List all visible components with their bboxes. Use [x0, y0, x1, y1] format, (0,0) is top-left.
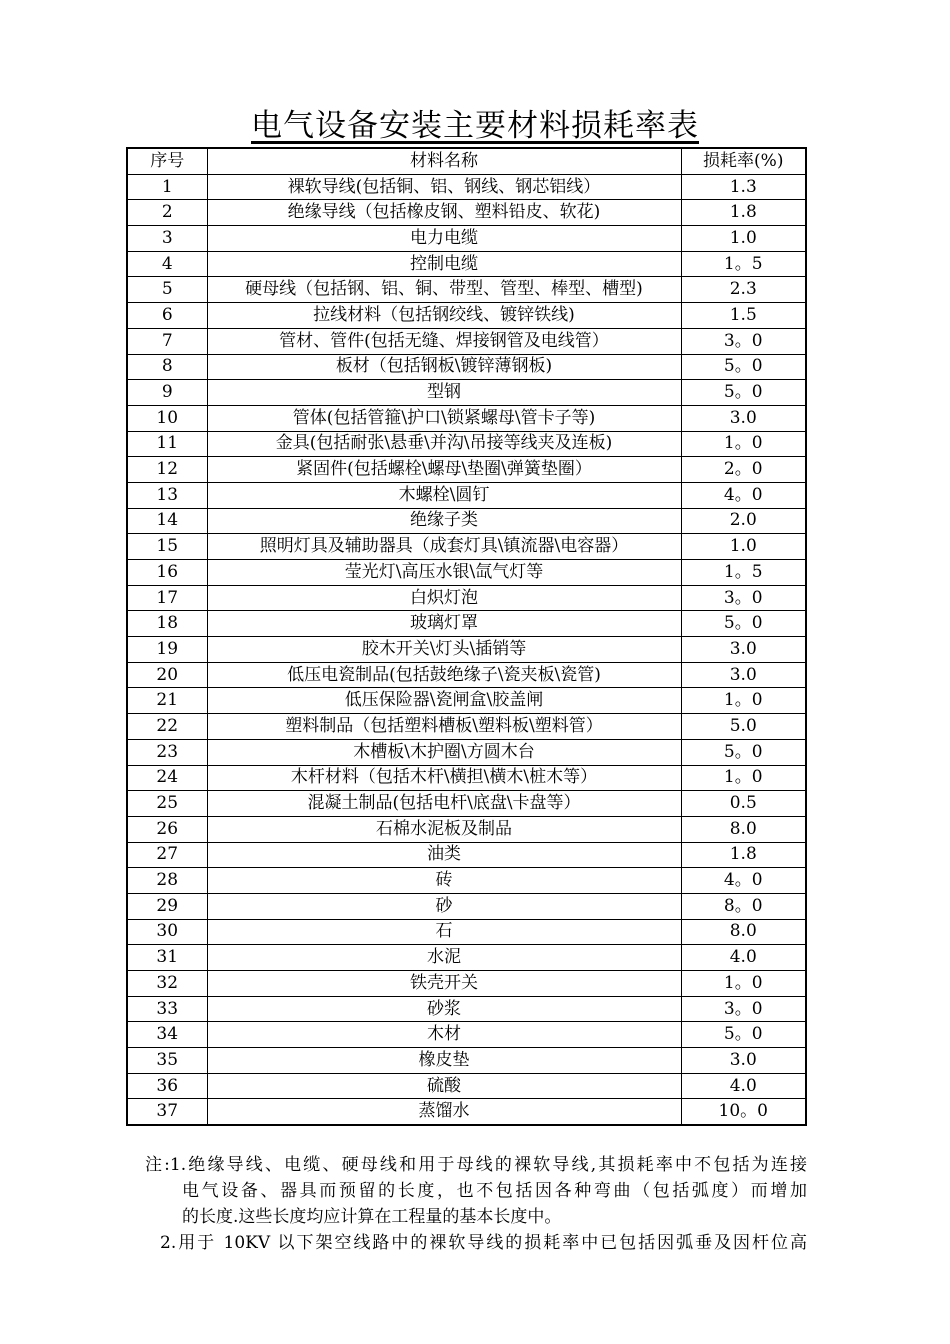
row-material-name: 管体(包括管箍\护口\锁紧螺母\管卡子等) [207, 405, 681, 431]
table-row [127, 791, 806, 817]
row-loss-rate: 3。0 [681, 328, 806, 354]
table-row [127, 996, 806, 1022]
note-1-line-1: 注:1.绝缘导线、电缆、硬母线和用于母线的裸软导线,其损耗率中不包括为连接 [145, 1155, 807, 1175]
table-row [127, 277, 806, 303]
row-material-name: 石 [207, 919, 681, 945]
row-index: 5 [127, 277, 207, 303]
row-index: 36 [127, 1073, 207, 1099]
row-index: 28 [127, 868, 207, 894]
row-index: 35 [127, 1048, 207, 1074]
row-material-name: 胶木开关\灯头\插销等 [207, 637, 681, 663]
row-material-name: 木槽板\木护圈\方圆木台 [207, 739, 681, 765]
row-index: 20 [127, 662, 207, 688]
row-loss-rate: 2.3 [681, 277, 806, 303]
table-row [127, 174, 806, 200]
row-index: 24 [127, 765, 207, 791]
table-row [127, 534, 806, 560]
row-loss-rate: 5。0 [681, 1022, 806, 1048]
table-row [127, 482, 806, 508]
row-material-name: 铁壳开关 [207, 971, 681, 997]
row-material-name: 油类 [207, 842, 681, 868]
row-loss-rate: 3.0 [681, 405, 806, 431]
table-row [127, 714, 806, 740]
row-index: 11 [127, 431, 207, 457]
row-index: 9 [127, 380, 207, 406]
table-row [127, 765, 806, 791]
row-loss-rate: 1.0 [681, 226, 806, 252]
header-loss-rate: 损耗率(%) [681, 148, 806, 174]
row-index: 19 [127, 637, 207, 663]
table-row [127, 816, 806, 842]
header-index: 序号 [127, 148, 207, 174]
table-row [127, 1099, 806, 1125]
row-loss-rate: 1。5 [681, 251, 806, 277]
row-index: 23 [127, 739, 207, 765]
row-index: 37 [127, 1099, 207, 1125]
row-index: 3 [127, 226, 207, 252]
row-index: 33 [127, 996, 207, 1022]
row-loss-rate: 4.0 [681, 1073, 806, 1099]
row-index: 34 [127, 1022, 207, 1048]
row-index: 31 [127, 945, 207, 971]
row-loss-rate: 1。0 [681, 765, 806, 791]
row-index: 32 [127, 971, 207, 997]
table-row [127, 200, 806, 226]
row-loss-rate: 1.3 [681, 174, 806, 200]
row-loss-rate: 4。0 [681, 482, 806, 508]
row-loss-rate: 5。0 [681, 739, 806, 765]
row-index: 26 [127, 816, 207, 842]
row-material-name: 蒸馏水 [207, 1099, 681, 1125]
row-material-name: 型钢 [207, 380, 681, 406]
table-row [127, 1048, 806, 1074]
row-index: 15 [127, 534, 207, 560]
row-loss-rate: 3.0 [681, 1048, 806, 1074]
row-loss-rate: 4。0 [681, 868, 806, 894]
row-index: 30 [127, 919, 207, 945]
row-index: 25 [127, 791, 207, 817]
table-row [127, 251, 806, 277]
row-index: 13 [127, 482, 207, 508]
row-index: 18 [127, 611, 207, 637]
row-loss-rate: 8.0 [681, 816, 806, 842]
row-loss-rate: 3.0 [681, 662, 806, 688]
row-material-name: 控制电缆 [207, 251, 681, 277]
table-row [127, 303, 806, 329]
table-row [127, 354, 806, 380]
table-row [127, 585, 806, 611]
table-row [127, 611, 806, 637]
row-material-name: 石棉水泥板及制品 [207, 816, 681, 842]
table-row [127, 739, 806, 765]
row-loss-rate: 2.0 [681, 508, 806, 534]
row-material-name: 绝缘子类 [207, 508, 681, 534]
row-loss-rate: 3。0 [681, 585, 806, 611]
row-material-name: 木材 [207, 1022, 681, 1048]
row-material-name: 水泥 [207, 945, 681, 971]
table-row [127, 688, 806, 714]
note-1-line-3: 的长度.这些长度均应计算在工程量的基本长度中。 [182, 1207, 562, 1227]
row-material-name: 低压电瓷制品(包括鼓绝缘子\瓷夹板\瓷管) [207, 662, 681, 688]
row-index: 4 [127, 251, 207, 277]
row-material-name: 橡皮垫 [207, 1048, 681, 1074]
row-material-name: 裸软导线(包括铜、铝、钢线、钢芯铝线） [207, 174, 681, 200]
row-material-name: 木杆材料（包括木杆\横担\横木\桩木等） [207, 765, 681, 791]
row-loss-rate: 10。0 [681, 1099, 806, 1125]
row-material-name: 绝缘导线（包括橡皮钢、塑料铅皮、软花) [207, 200, 681, 226]
table-row [127, 637, 806, 663]
table-row [127, 971, 806, 997]
row-material-name: 硫酸 [207, 1073, 681, 1099]
row-index: 29 [127, 893, 207, 919]
row-material-name: 拉线材料（包括钢绞线、镀锌铁线) [207, 303, 681, 329]
row-index: 8 [127, 354, 207, 380]
row-index: 17 [127, 585, 207, 611]
row-material-name: 紧固件(包括螺栓\螺母\垫圈\弹簧垫圈） [207, 457, 681, 483]
note-2-line-1: 2.用于 10KV 以下架空线路中的裸软导线的损耗率中已包括因弧垂及因杆位高 [160, 1233, 807, 1253]
row-loss-rate: 3。0 [681, 996, 806, 1022]
row-loss-rate: 3.0 [681, 637, 806, 663]
row-material-name: 莹光灯\高压水银\氙气灯等 [207, 560, 681, 586]
row-material-name: 木螺栓\圆钉 [207, 482, 681, 508]
row-loss-rate: 1.5 [681, 303, 806, 329]
row-loss-rate: 1。0 [681, 431, 806, 457]
table-row [127, 405, 806, 431]
table-row [127, 662, 806, 688]
table-row [127, 919, 806, 945]
row-index: 22 [127, 714, 207, 740]
row-index: 21 [127, 688, 207, 714]
row-index: 10 [127, 405, 207, 431]
table-row [127, 1022, 806, 1048]
row-loss-rate: 2。0 [681, 457, 806, 483]
row-index: 2 [127, 200, 207, 226]
row-index: 14 [127, 508, 207, 534]
row-index: 7 [127, 328, 207, 354]
material-loss-table [126, 147, 807, 1126]
table-row [127, 1073, 806, 1099]
row-index: 1 [127, 174, 207, 200]
row-material-name: 塑料制品（包括塑料槽板\塑料板\塑料管） [207, 714, 681, 740]
table-row [127, 226, 806, 252]
row-material-name: 管材、管件(包括无缝、焊接钢管及电线管） [207, 328, 681, 354]
table-row [127, 380, 806, 406]
table-row [127, 508, 806, 534]
row-index: 6 [127, 303, 207, 329]
row-loss-rate: 1。5 [681, 560, 806, 586]
table-row [127, 868, 806, 894]
row-loss-rate: 1.8 [681, 842, 806, 868]
page-title: 电气设备安装主要材料损耗率表 [251, 108, 699, 144]
table-row [127, 328, 806, 354]
row-loss-rate: 1。0 [681, 971, 806, 997]
table-row [127, 842, 806, 868]
row-material-name: 低压保险器\瓷闸盒\胶盖闸 [207, 688, 681, 714]
table-header-row [127, 148, 806, 174]
table-row [127, 893, 806, 919]
row-material-name: 板材（包括钢板\镀锌薄钢板) [207, 354, 681, 380]
row-material-name: 金具(包括耐张\悬垂\并沟\吊接等线夹及连板) [207, 431, 681, 457]
row-loss-rate: 1。0 [681, 688, 806, 714]
table-row [127, 945, 806, 971]
row-loss-rate: 0.5 [681, 791, 806, 817]
row-loss-rate: 5。0 [681, 380, 806, 406]
row-material-name: 砂浆 [207, 996, 681, 1022]
notes-section [145, 1152, 807, 1256]
row-material-name: 混凝土制品(包括电杆\底盘\卡盘等） [207, 791, 681, 817]
table-row [127, 560, 806, 586]
row-loss-rate: 8。0 [681, 893, 806, 919]
row-material-name: 白炽灯泡 [207, 585, 681, 611]
row-loss-rate: 5.0 [681, 714, 806, 740]
header-material-name: 材料名称 [207, 148, 681, 174]
row-material-name: 玻璃灯罩 [207, 611, 681, 637]
table-row [127, 431, 806, 457]
row-loss-rate: 8.0 [681, 919, 806, 945]
row-loss-rate: 1.8 [681, 200, 806, 226]
row-loss-rate: 1.0 [681, 534, 806, 560]
note-1-line-2: 电气设备、器具而预留的长度，也不包括因各种弯曲（包括弧度）而增加 [182, 1181, 807, 1201]
row-material-name: 电力电缆 [207, 226, 681, 252]
row-loss-rate: 5。0 [681, 611, 806, 637]
row-index: 12 [127, 457, 207, 483]
row-material-name: 砂 [207, 893, 681, 919]
row-index: 27 [127, 842, 207, 868]
table-body [127, 174, 806, 1125]
row-loss-rate: 4.0 [681, 945, 806, 971]
row-material-name: 硬母线（包括钢、铝、铜、带型、管型、棒型、槽型) [207, 277, 681, 303]
table-row [127, 457, 806, 483]
row-loss-rate: 5。0 [681, 354, 806, 380]
row-index: 16 [127, 560, 207, 586]
row-material-name: 照明灯具及辅助器具（成套灯具\镇流器\电容器） [207, 534, 681, 560]
row-material-name: 砖 [207, 868, 681, 894]
